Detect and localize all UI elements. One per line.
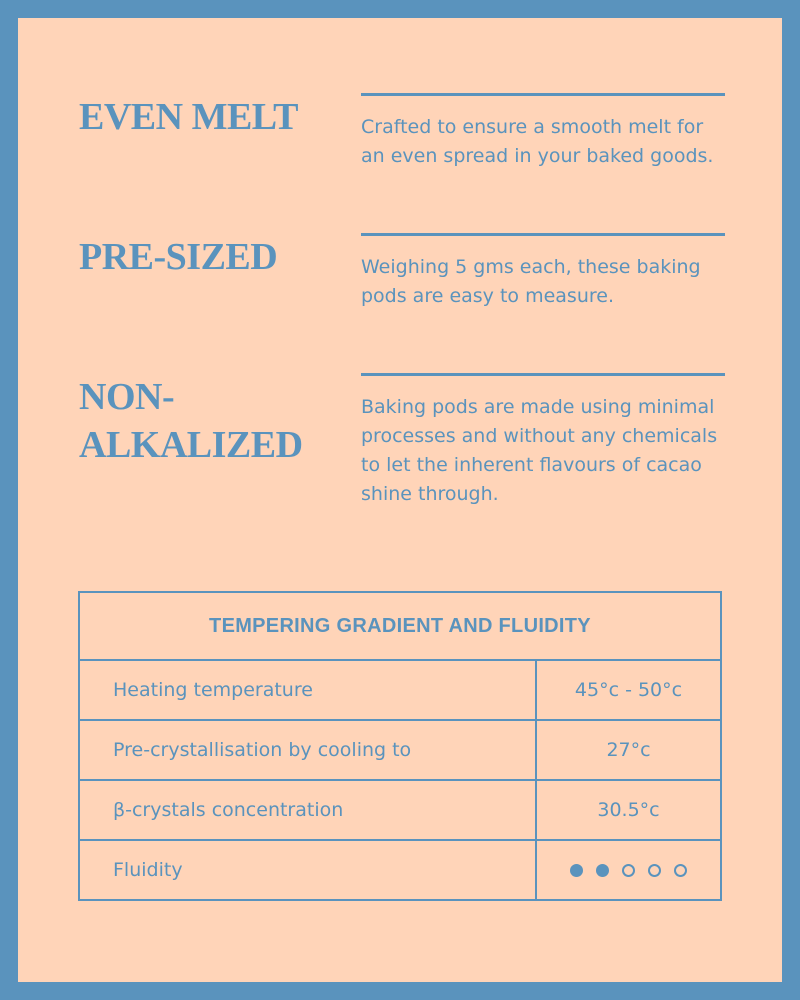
feature-title-line: ALKALIZED	[79, 424, 303, 466]
row-label: Heating temperature	[113, 679, 313, 701]
rating-dot-empty	[622, 864, 635, 877]
info-card	[18, 18, 782, 982]
rating-dot-filled	[596, 864, 609, 877]
feature-title: EVEN MELT	[79, 96, 298, 138]
feature-title: PRE-SIZED	[79, 236, 278, 278]
divider	[361, 373, 725, 376]
feature-description: Weighing 5 gms each, these baking pods are easy to measure.	[361, 256, 701, 307]
table-row	[80, 721, 720, 781]
tempering-table	[78, 591, 722, 901]
row-value: 45°c - 50°c	[574, 679, 683, 701]
rating-dot-filled	[570, 864, 583, 877]
row-label: Fluidity	[113, 859, 183, 881]
row-label: Pre-crystallisation by cooling to	[113, 739, 412, 761]
rating-dots	[570, 864, 687, 877]
table-row	[80, 781, 720, 841]
table-row	[80, 661, 720, 721]
row-label: β-crystals concentration	[113, 799, 344, 821]
table-title: TEMPERING GRADIENT AND FLUIDITY	[80, 593, 720, 661]
row-value: 27°c	[606, 739, 651, 761]
feature-description: Crafted to ensure a smooth melt for an even spread in your baked goods.	[361, 116, 714, 167]
feature-title	[79, 373, 349, 469]
divider	[361, 93, 725, 96]
rating-dot-empty	[674, 864, 687, 877]
divider	[361, 233, 725, 236]
feature-title-line: NON-	[79, 376, 175, 418]
fluidity-rating	[537, 841, 720, 899]
table-row	[80, 841, 720, 899]
row-value: 30.5°c	[597, 799, 660, 821]
feature-description: Baking pods are made using minimal processes and without any chemicals to let the inherent flavours of cacao shine through.	[361, 396, 718, 505]
rating-dot-empty	[648, 864, 661, 877]
